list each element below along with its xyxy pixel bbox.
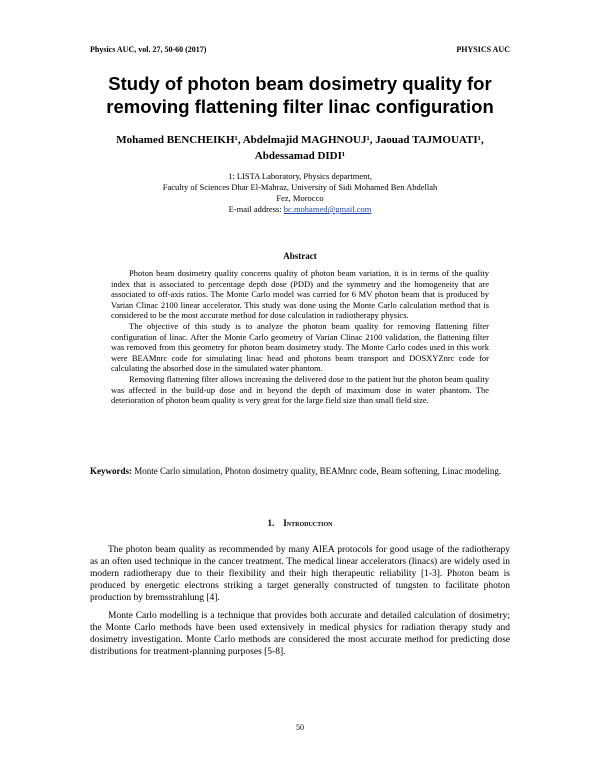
journal-short-name: PHYSICS AUC: [456, 45, 510, 54]
section-title: Introduction: [283, 518, 333, 528]
journal-citation: Physics AUC, vol. 27, 50-60 (2017): [90, 45, 207, 54]
abstract-body: [111, 268, 489, 406]
section-number: 1.: [267, 518, 275, 528]
affiliation-line-3: Fez, Morocco: [276, 193, 324, 203]
email-label: E-mail address:: [228, 204, 282, 214]
keywords-label: Keywords:: [90, 466, 132, 476]
keywords: [90, 466, 510, 478]
page-number: 50: [296, 723, 304, 732]
email-line: [90, 204, 510, 215]
abstract-heading: Abstract: [283, 251, 317, 261]
keywords-text: Monte Carlo simulation, Photon dosimetry quality, BEAMnrc code, Beam softening, Linac modeling.: [132, 466, 502, 476]
abstract-paragraph: Removing flattening filter allows increasing the delivered dose to the patient but the photon beam quality was affected in the build-up dose and in beyond the depth of maximum dose in water phantom. The deterioration of photon beam quality is very great for the large field size than small field size.: [111, 373, 489, 406]
email-link[interactable]: bc.mohamed@gmail.com: [283, 204, 372, 214]
author-line-2: Abdessamad DIDI¹: [254, 150, 346, 162]
abstract-paragraph: The objective of this study is to analyze the photon beam quality for removing flattening filter configuration of linac. After the Monte Carlo geometry of Varian Clinac 2100 validation, the flattening filter was removed from this geometry for photon beam dosimetry study. The Monte Carlo codes used in this work were BEAMnrc code for simulating linac head and photons beam transport and DOSXYZnrc code for calculating the absorbed dose in the simulated water phantom.: [111, 320, 489, 374]
body-paragraph: Monte Carlo modelling is a technique that provides both accurate and detailed calculation of dosimetry; the Monte Carlo methods have been used extensively in medical physics for radiation therapy study and dosimetry investigation. Monte Carlo methods are considered the most accurate method for predicting dose distributions for treatment-planning purposes [5-8].: [90, 611, 510, 657]
paper-title: Study of photon beam dosimetry quality for removing flattening filter linac configuration: [106, 73, 494, 117]
affiliation-block: [90, 171, 510, 215]
author-list: [90, 132, 510, 164]
section-heading: [90, 518, 510, 528]
body-text: [90, 544, 510, 664]
affiliation-line-1: 1: LISTA Laboratory, Physics department,: [228, 171, 372, 181]
affiliation-line-2: Faculty of Sciences Dhar El-Mahraz, University of Sidi Mohamed Ben Abdellah: [162, 182, 438, 192]
abstract-paragraph: Photon beam dosimetry quality concerns quality of photon beam variation, it is in terms of the quality index that is associated to percentage depth dose (PDD) and the symmetry and the homogeneity that are associated to off-axis ratios. The Monte Carlo model was carried for 6 MV photon beam that is produced by Varian Clinac 2100 linear accelerator. This study was done using the Monte Carlo calculation method that is considered to be the most accurate method for dose calculation in radiotherapy physics.: [111, 268, 489, 321]
author-line-1: Mohamed BENCHEIKH¹, Abdelmajid MAGHNOUJ¹, Jaouad TAJMOUATI¹,: [116, 134, 484, 146]
body-paragraph: The photon beam quality as recommended by many AIEA protocols for good usage of the radiotherapy as an often used technique in the cancer treatment. The medical linear accelerators (linacs) are widely used in modern radiotherapy due to their flexibility and their high therapeutic reliability [1-3]. Photon beam is produced by energetic electrons striking a target generally constructed of tungsten to facilitate photon production by bremsstrahlung [4].: [90, 545, 510, 603]
